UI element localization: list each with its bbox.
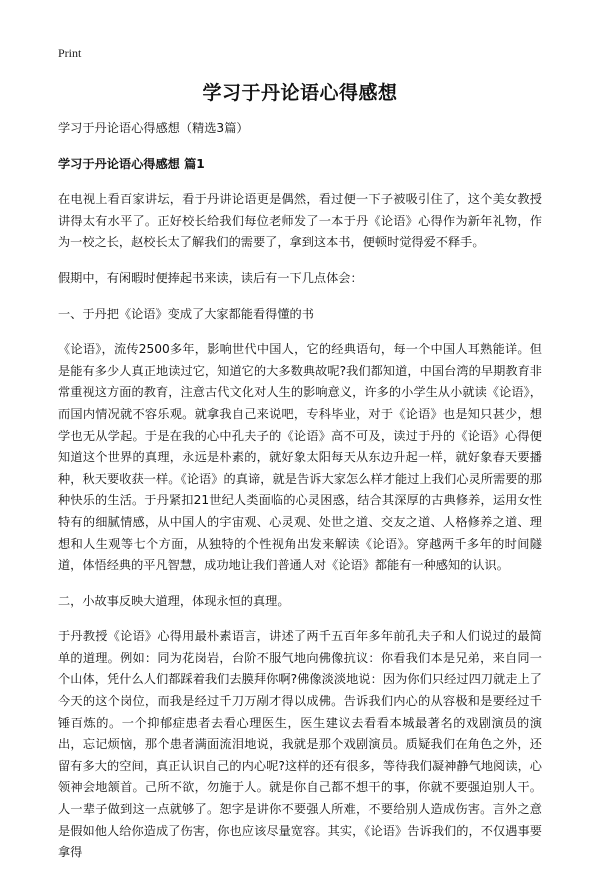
document-body	[58, 118, 542, 878]
paragraph-point-1: 《论语》，流传2500多年，影响世代中国人，它的经典语句，每一个中国人耳熟能详。但是能有多少人真正地读过它，知道它的大多数典故呢?我们都知道，中国台湾的早期教育非常重视这方面的教育，注意古代文化对人生的影响意义，许多的小学生从小就读《论语》，而国内情况就不容乐观。就拿我自己来说吧，专科毕业，对于《论语》也是知只甚少，想学也无从学起。于是在我的心中孔夫子的《论语》高不可及，读过于丹的《论语》心得便知道这个世界的真理，永远是朴素的，就好象太阳每天从东边升起一样，就好象春天要播种，秋天要收获一样。《论语》的真谛，就是告诉大家怎么样才能过上我们心灵所需要的那种快乐的生活。于丹紧扣21世纪人类面临的心灵困惑，结合其深厚的古典修养，运用女性特有的细腻情感，从中国人的宇宙观、心灵观、处世之道、交友之道、人格修养之道、理想和人生观等七个方面，从独特的个性视角出发来解读《论语》。穿越两千多年的时间隧道，体悟经典的平凡智慧，成功地让我们普通人对《论语》都能有一种感知的认识。	[58, 342, 542, 573]
paragraph-intro: 在电视上看百家讲坛，看于丹讲论语更是偶然，看过便一下子被吸引住了，这个美女教授讲得太有水平了。正好校长给我们每位老师发了一本于丹《论语》心得作为新年礼物，作为一校之长，赵校长太了解我们的需要了，拿到这本书，便顿时觉得爱不释手。	[58, 192, 542, 250]
point-heading-1: 一、于丹把《论语》变成了大家都能看得懂的书	[58, 306, 314, 321]
paragraph-reading-notes: 假期中，有闲暇时便捧起书来读，读后有一下几点体会：	[58, 270, 363, 285]
document-subtitle: 学习于丹论语心得感想（精选3篇）	[58, 121, 249, 135]
point-heading-2: 二，小故事反映大道理，体现永恒的真理。	[58, 593, 290, 608]
document-title: 学习于丹论语心得感想	[202, 82, 398, 104]
section-heading: 学习于丹论语心得感想 篇1	[58, 156, 205, 171]
paragraph-point-2: 于丹教授《论语》心得用最朴素语言，讲述了两千五百年多年前孔夫子和人们说过的最简单的道理。例如：同为花岗岩，台阶不服气地向佛像抗议：你看我们本是兄弟，来自同一个山体，凭什么人们都踩着我们去膜拜你啊?佛像淡淡地说：因为你们只经过四刀就走上了今天的这个岗位，而我是经过千刀万剐才得以成佛。告诉我们内心的从容极和是要经过千锤百炼的。一个抑郁症患者去看心理医生，医生建议去看看本城最著名的戏剧演员的演出，忘记烦恼，那个患者满面流泪地说，我就是那个戏剧演员。质疑我们在角色之外，还留有多大的空间，真正认识自己的内心呢?这样的还有很多，等待我们凝神静气地阅读，心领神会地颔首。己所不欲，勿施于人。就是你自己都不想干的事，你就不要强迫别人干。人一辈子做到这一点就够了。恕字是讲你不要强人所难，不要给别人造成伤害。言外之意是假如他人给你造成了伤害，你也应该尽量宽容。其实，《论语》告诉我们的，不仅遇事要拿得	[58, 629, 542, 860]
print-label: Print	[58, 46, 82, 60]
